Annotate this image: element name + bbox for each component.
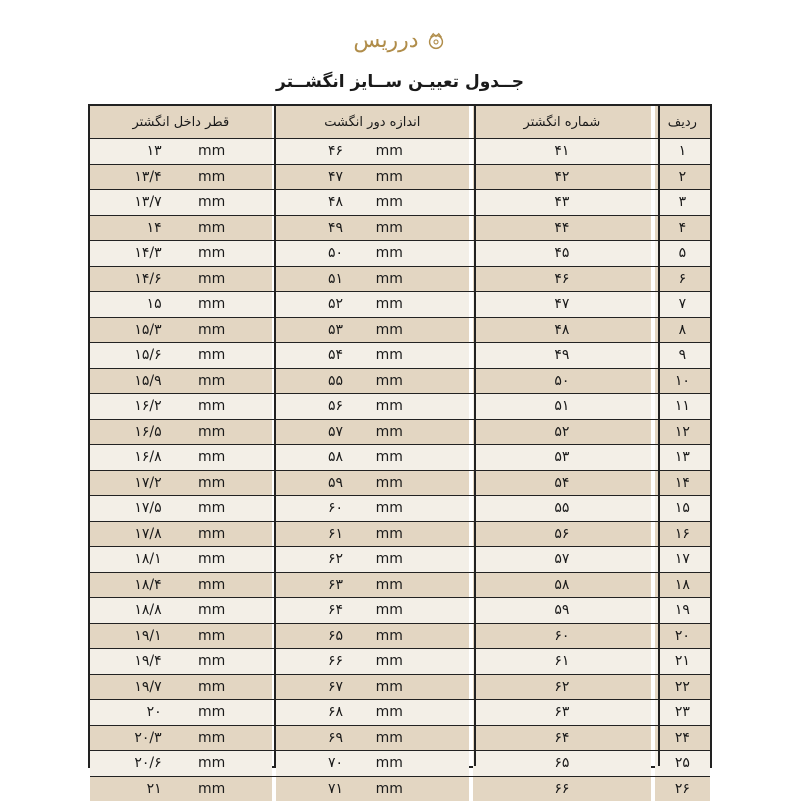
- crown-ring-icon: [425, 30, 447, 52]
- ring-size-cell: ۵۸: [473, 573, 651, 598]
- finger-circumference-cell: [276, 165, 469, 190]
- row-index-cell: ۱۵: [655, 496, 710, 521]
- table-row: [90, 726, 710, 752]
- inner-diameter-cell: [90, 420, 272, 445]
- unit-label: mm: [198, 245, 225, 261]
- ring-size-cell: ۵۳: [473, 445, 651, 470]
- ring-size-cell: ۶۴: [473, 726, 651, 751]
- row-index-cell: ۲۰: [655, 624, 710, 649]
- logo-mark: [353, 28, 446, 53]
- table-row: [90, 777, 710, 801]
- inner-diameter-value: ۱۸/۴: [134, 577, 161, 593]
- finger-circumference-value: ۶۷: [328, 679, 343, 695]
- page-title: جــدول تعییـن ســایز انگشــتر: [0, 72, 800, 92]
- inner-diameter-cell: [90, 190, 272, 215]
- row-index-cell: ۸: [655, 318, 710, 343]
- unit-label: mm: [376, 169, 403, 185]
- row-index-cell: ۶: [655, 267, 710, 292]
- inner-diameter-cell: [90, 573, 272, 598]
- unit-label: mm: [198, 424, 225, 440]
- row-index-cell: ۲: [655, 165, 710, 190]
- unit-label: mm: [198, 653, 225, 669]
- unit-label: mm: [376, 220, 403, 236]
- unit-label: mm: [376, 194, 403, 210]
- unit-label: mm: [376, 653, 403, 669]
- ring-size-cell: ۶۵: [473, 751, 651, 776]
- table-row: [90, 190, 710, 216]
- row-index-cell: ۱۸: [655, 573, 710, 598]
- ring-size-cell: ۶۱: [473, 649, 651, 674]
- unit-label: mm: [376, 526, 403, 542]
- finger-circumference-value: ۶۸: [328, 704, 343, 720]
- finger-circumference-cell: [276, 496, 469, 521]
- inner-diameter-value: ۱۳: [147, 143, 162, 159]
- table-row: [90, 292, 710, 318]
- table-row: [90, 624, 710, 650]
- finger-circumference-value: ۴۷: [328, 169, 343, 185]
- finger-circumference-cell: [276, 369, 469, 394]
- table-row: [90, 165, 710, 191]
- unit-label: mm: [376, 449, 403, 465]
- unit-label: mm: [376, 347, 403, 363]
- unit-label: mm: [198, 169, 225, 185]
- unit-label: mm: [376, 424, 403, 440]
- inner-diameter-value: ۱۸/۸: [134, 602, 161, 618]
- unit-label: mm: [198, 398, 225, 414]
- unit-label: mm: [376, 373, 403, 389]
- inner-diameter-value: ۱۶/۸: [134, 449, 161, 465]
- table-row: [90, 241, 710, 267]
- unit-label: mm: [376, 475, 403, 491]
- finger-circumference-value: ۵۷: [328, 424, 343, 440]
- ring-size-cell: ۶۰: [473, 624, 651, 649]
- unit-label: mm: [198, 704, 225, 720]
- ring-size-cell: ۵۶: [473, 522, 651, 547]
- finger-circumference-cell: [276, 547, 469, 572]
- finger-circumference-cell: [276, 445, 469, 470]
- ring-size-cell: ۴۷: [473, 292, 651, 317]
- finger-circumference-value: ۶۱: [328, 526, 343, 542]
- finger-circumference-cell: [276, 241, 469, 266]
- row-index-cell: ۲۶: [655, 777, 710, 801]
- row-index-cell: ۱۷: [655, 547, 710, 572]
- table-row: [90, 139, 710, 165]
- finger-circumference-value: ۵۵: [328, 373, 343, 389]
- row-index-cell: ۱۶: [655, 522, 710, 547]
- ring-size-cell: ۵۴: [473, 471, 651, 496]
- unit-label: mm: [376, 245, 403, 261]
- row-index-cell: ۲۳: [655, 700, 710, 725]
- ring-size-cell: ۴۳: [473, 190, 651, 215]
- unit-label: mm: [376, 143, 403, 159]
- unit-label: mm: [376, 271, 403, 287]
- table-row: [90, 216, 710, 242]
- finger-circumference-cell: [276, 190, 469, 215]
- unit-label: mm: [198, 730, 225, 746]
- unit-label: mm: [198, 602, 225, 618]
- table-row: [90, 369, 710, 395]
- ring-size-cell: ۶۶: [473, 777, 651, 801]
- finger-circumference-value: ۵۹: [328, 475, 343, 491]
- unit-label: mm: [198, 322, 225, 338]
- ring-size-cell: ۵۲: [473, 420, 651, 445]
- finger-circumference-value: ۶۲: [328, 551, 343, 567]
- inner-diameter-cell: [90, 751, 272, 776]
- header-ring-size: شماره انگشتر: [473, 106, 651, 138]
- ring-size-cell: ۵۷: [473, 547, 651, 572]
- unit-label: mm: [376, 755, 403, 771]
- row-index-cell: ۱۹: [655, 598, 710, 623]
- row-index-cell: ۲۲: [655, 675, 710, 700]
- finger-circumference-cell: [276, 139, 469, 164]
- table-row: [90, 598, 710, 624]
- header-inner-diameter: قطر داخل انگشتر: [90, 106, 272, 138]
- finger-circumference-value: ۵۶: [328, 398, 343, 414]
- table-header-row: [90, 106, 710, 139]
- inner-diameter-value: ۱۶/۲: [134, 398, 161, 414]
- inner-diameter-cell: [90, 777, 272, 801]
- row-index-cell: ۱۴: [655, 471, 710, 496]
- inner-diameter-cell: [90, 318, 272, 343]
- ring-size-cell: ۵۵: [473, 496, 651, 521]
- unit-label: mm: [376, 577, 403, 593]
- finger-circumference-value: ۵۸: [328, 449, 343, 465]
- unit-label: mm: [376, 500, 403, 516]
- ring-size-table: [88, 104, 712, 768]
- ring-size-cell: ۴۵: [473, 241, 651, 266]
- finger-circumference-cell: [276, 420, 469, 445]
- inner-diameter-cell: [90, 496, 272, 521]
- finger-circumference-value: ۶۹: [328, 730, 343, 746]
- finger-circumference-cell: [276, 394, 469, 419]
- inner-diameter-value: ۲۰/۶: [134, 755, 161, 771]
- table-row: [90, 267, 710, 293]
- finger-circumference-cell: [276, 751, 469, 776]
- unit-label: mm: [376, 679, 403, 695]
- table-row: [90, 700, 710, 726]
- finger-circumference-value: ۴۶: [328, 143, 343, 159]
- row-index-cell: ۲۵: [655, 751, 710, 776]
- unit-label: mm: [198, 577, 225, 593]
- finger-circumference-value: ۶۵: [328, 628, 343, 644]
- finger-circumference-value: ۴۹: [328, 220, 343, 236]
- finger-circumference-cell: [276, 675, 469, 700]
- table-row: [90, 547, 710, 573]
- table-row: [90, 522, 710, 548]
- unit-label: mm: [198, 755, 225, 771]
- finger-circumference-value: ۵۴: [328, 347, 343, 363]
- inner-diameter-value: ۱۹/۱: [134, 628, 161, 644]
- ring-size-cell: ۵۰: [473, 369, 651, 394]
- inner-diameter-cell: [90, 649, 272, 674]
- inner-diameter-value: ۲۰: [147, 704, 162, 720]
- finger-circumference-value: ۵۳: [328, 322, 343, 338]
- column-divider: [658, 106, 660, 766]
- finger-circumference-value: ۵۱: [328, 271, 343, 287]
- row-index-cell: ۷: [655, 292, 710, 317]
- header-finger-circumference: اندازه دور انگشت: [276, 106, 469, 138]
- inner-diameter-cell: [90, 343, 272, 368]
- finger-circumference-value: ۶۰: [328, 500, 343, 516]
- table-body: [90, 139, 710, 801]
- inner-diameter-cell: [90, 726, 272, 751]
- finger-circumference-value: ۶۳: [328, 577, 343, 593]
- inner-diameter-cell: [90, 598, 272, 623]
- unit-label: mm: [198, 679, 225, 695]
- finger-circumference-cell: [276, 471, 469, 496]
- inner-diameter-value: ۱۷/۵: [134, 500, 161, 516]
- finger-circumference-value: ۷۱: [328, 781, 343, 797]
- row-index-cell: ۱۲: [655, 420, 710, 445]
- inner-diameter-value: ۱۵/۶: [134, 347, 161, 363]
- table-row: [90, 675, 710, 701]
- ring-size-cell: ۴۴: [473, 216, 651, 241]
- inner-diameter-value: ۱۹/۷: [134, 679, 161, 695]
- row-index-cell: ۲۱: [655, 649, 710, 674]
- brand-name: درریس: [353, 28, 418, 53]
- inner-diameter-cell: [90, 267, 272, 292]
- ring-size-cell: ۵۱: [473, 394, 651, 419]
- unit-label: mm: [376, 730, 403, 746]
- inner-diameter-value: ۱۵: [147, 296, 162, 312]
- unit-label: mm: [198, 781, 225, 797]
- inner-diameter-value: ۱۵/۳: [134, 322, 161, 338]
- finger-circumference-value: ۶۴: [328, 602, 343, 618]
- inner-diameter-cell: [90, 700, 272, 725]
- brand-logo: [0, 28, 800, 53]
- column-divider: [474, 106, 476, 766]
- finger-circumference-value: ۴۸: [328, 194, 343, 210]
- inner-diameter-value: ۱۳/۴: [134, 169, 161, 185]
- ring-size-cell: ۴۸: [473, 318, 651, 343]
- finger-circumference-cell: [276, 292, 469, 317]
- unit-label: mm: [376, 781, 403, 797]
- row-index-cell: ۵: [655, 241, 710, 266]
- inner-diameter-value: ۱۵/۹: [134, 373, 161, 389]
- table-row: [90, 496, 710, 522]
- finger-circumference-value: ۵۰: [328, 245, 343, 261]
- finger-circumference-cell: [276, 267, 469, 292]
- table-row: [90, 445, 710, 471]
- unit-label: mm: [198, 143, 225, 159]
- inner-diameter-cell: [90, 624, 272, 649]
- inner-diameter-value: ۱۷/۸: [134, 526, 161, 542]
- inner-diameter-value: ۱۳/۷: [134, 194, 161, 210]
- unit-label: mm: [376, 628, 403, 644]
- table-row: [90, 471, 710, 497]
- table-row: [90, 394, 710, 420]
- unit-label: mm: [376, 551, 403, 567]
- row-index-cell: ۱: [655, 139, 710, 164]
- row-index-cell: ۴: [655, 216, 710, 241]
- finger-circumference-cell: [276, 777, 469, 801]
- inner-diameter-value: ۱۷/۲: [134, 475, 161, 491]
- finger-circumference-cell: [276, 624, 469, 649]
- unit-label: mm: [198, 373, 225, 389]
- unit-label: mm: [376, 398, 403, 414]
- finger-circumference-cell: [276, 700, 469, 725]
- inner-diameter-value: ۱۴: [147, 220, 162, 236]
- finger-circumference-value: ۶۶: [328, 653, 343, 669]
- finger-circumference-cell: [276, 649, 469, 674]
- ring-size-cell: ۶۲: [473, 675, 651, 700]
- table-row: [90, 420, 710, 446]
- inner-diameter-value: ۱۹/۴: [134, 653, 161, 669]
- row-index-cell: ۳: [655, 190, 710, 215]
- unit-label: mm: [376, 296, 403, 312]
- inner-diameter-cell: [90, 522, 272, 547]
- inner-diameter-cell: [90, 139, 272, 164]
- row-index-cell: ۱۱: [655, 394, 710, 419]
- unit-label: mm: [198, 271, 225, 287]
- ring-size-cell: ۵۹: [473, 598, 651, 623]
- table-row: [90, 649, 710, 675]
- inner-diameter-cell: [90, 165, 272, 190]
- unit-label: mm: [376, 602, 403, 618]
- finger-circumference-value: ۷۰: [328, 755, 343, 771]
- inner-diameter-value: ۲۰/۳: [134, 730, 161, 746]
- finger-circumference-cell: [276, 318, 469, 343]
- table-row: [90, 343, 710, 369]
- unit-label: mm: [198, 475, 225, 491]
- inner-diameter-cell: [90, 241, 272, 266]
- inner-diameter-cell: [90, 547, 272, 572]
- ring-size-cell: ۴۶: [473, 267, 651, 292]
- inner-diameter-cell: [90, 216, 272, 241]
- finger-circumference-value: ۵۲: [328, 296, 343, 312]
- row-index-cell: ۹: [655, 343, 710, 368]
- inner-diameter-cell: [90, 471, 272, 496]
- table-row: [90, 751, 710, 777]
- unit-label: mm: [198, 296, 225, 312]
- table-row: [90, 573, 710, 599]
- unit-label: mm: [198, 347, 225, 363]
- inner-diameter-value: ۱۶/۵: [134, 424, 161, 440]
- unit-label: mm: [198, 551, 225, 567]
- unit-label: mm: [198, 220, 225, 236]
- row-index-cell: ۱۳: [655, 445, 710, 470]
- finger-circumference-cell: [276, 343, 469, 368]
- finger-circumference-cell: [276, 573, 469, 598]
- unit-label: mm: [198, 449, 225, 465]
- inner-diameter-cell: [90, 445, 272, 470]
- inner-diameter-cell: [90, 369, 272, 394]
- finger-circumference-cell: [276, 726, 469, 751]
- unit-label: mm: [198, 526, 225, 542]
- table-row: [90, 318, 710, 344]
- finger-circumference-cell: [276, 598, 469, 623]
- inner-diameter-value: ۱۴/۶: [134, 271, 161, 287]
- ring-size-cell: ۶۳: [473, 700, 651, 725]
- unit-label: mm: [198, 194, 225, 210]
- row-index-cell: ۱۰: [655, 369, 710, 394]
- ring-size-cell: ۴۱: [473, 139, 651, 164]
- inner-diameter-value: ۱۴/۳: [134, 245, 161, 261]
- inner-diameter-value: ۲۱: [147, 781, 162, 797]
- unit-label: mm: [376, 704, 403, 720]
- inner-diameter-cell: [90, 394, 272, 419]
- inner-diameter-value: ۱۸/۱: [134, 551, 161, 567]
- unit-label: mm: [198, 500, 225, 516]
- inner-diameter-cell: [90, 675, 272, 700]
- header-row-index: ردیف: [655, 106, 710, 138]
- unit-label: mm: [376, 322, 403, 338]
- finger-circumference-cell: [276, 216, 469, 241]
- unit-label: mm: [198, 628, 225, 644]
- column-divider: [274, 106, 276, 766]
- finger-circumference-cell: [276, 522, 469, 547]
- row-index-cell: ۲۴: [655, 726, 710, 751]
- ring-size-cell: ۴۲: [473, 165, 651, 190]
- inner-diameter-cell: [90, 292, 272, 317]
- ring-size-cell: ۴۹: [473, 343, 651, 368]
